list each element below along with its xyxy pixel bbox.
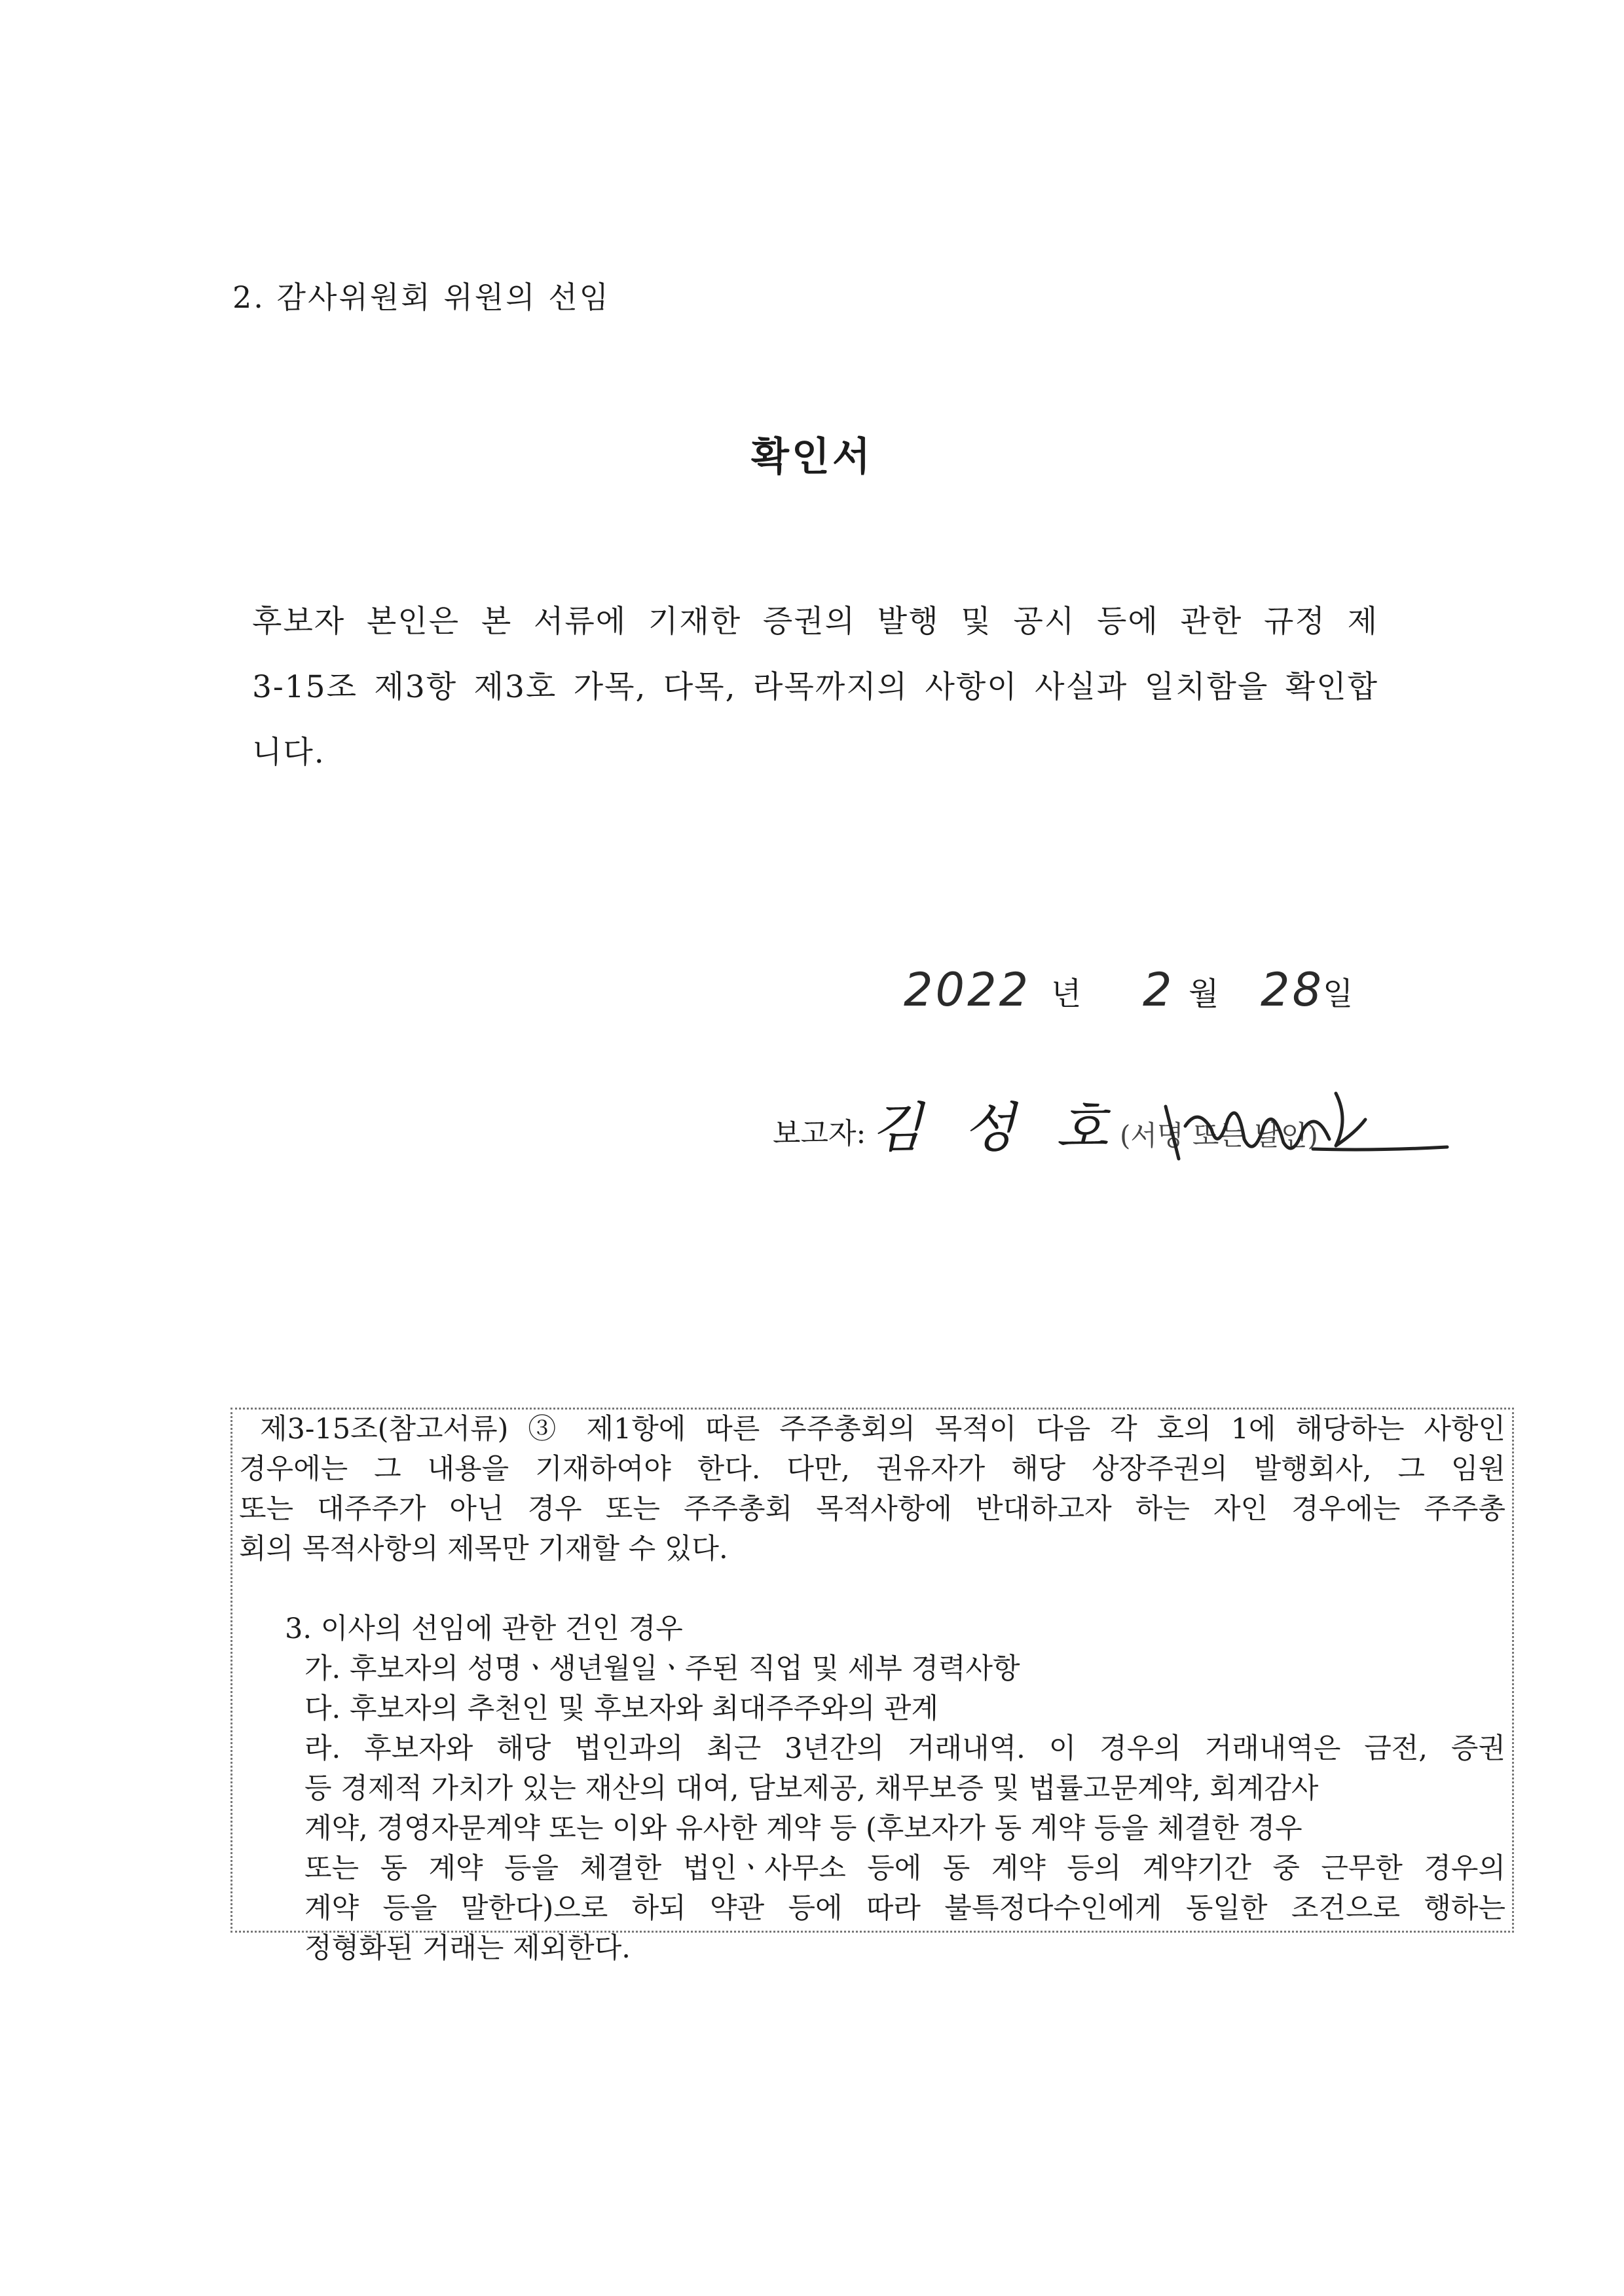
sub-item-ra-line: 계약 등을 말한다)으로 하되 약관 등에 따라 불특정다수인에게 동일한 조건으로 행하는 (304, 1892, 1505, 1925)
signature-scribble-icon (1139, 1080, 1506, 1172)
sub-item-ra-line: 정형화된 거래는 제외한다. (304, 1932, 631, 1965)
spacer (239, 1569, 1505, 1609)
date-year-handwritten: 2022 (904, 963, 1031, 1017)
signature-row (773, 1074, 1401, 1172)
date-day-handwritten: 28 (1261, 963, 1325, 1017)
date-day-unit: 일 (1323, 975, 1354, 1012)
reference-intro-line: 제3-15조(참고서류) ③ 제1항에 따른 주주총회의 목적이 다음 각 호의 1에 해당하는 사항인 (260, 1413, 1505, 1446)
sub-item: 가. 후보자의 성명ㆍ생년월일ㆍ주된 직업 및 세부 경력사항 (304, 1652, 1020, 1685)
date-month-unit: 월 (1189, 975, 1219, 1012)
reporter-label: 보고자: (773, 1117, 866, 1150)
section-heading: 2. 감사위원회 위원의 선임 (232, 280, 611, 315)
sub-item-ra-line: 등 경제적 가치가 있는 재산의 대여, 담보제공, 채무보증 및 법률고문계약, 회계감사 (304, 1772, 1319, 1805)
sub-item-ra-line: 또는 동 계약 등을 체결한 법인ㆍ사무소 등에 동 계약 등의 계약기간 중 근무한 경우의 (304, 1852, 1505, 1885)
date-row (904, 959, 1414, 1031)
statement-line: 후보자 본인은 본 서류에 기재한 증권의 발행 및 공시 등에 관한 규정 제 (252, 604, 1378, 640)
date-year-unit: 년 (1051, 975, 1082, 1012)
handwritten-name: 김 성 호 (871, 1097, 1120, 1159)
reference-intro-line: 경우에는 그 내용을 기재하여야 한다. 다만, 권유자가 해당 상장주권의 발행회사, 그 임원 (239, 1453, 1505, 1485)
sub-item-ra-line: 라. 후보자와 해당 법인과의 최근 3년간의 거래내역. 이 경우의 거래내역은 금전, 증권 (304, 1732, 1505, 1765)
reference-intro-line: 또는 대주주가 아닌 경우 또는 주주총회 목적사항에 반대하고자 하는 자인 경우에는 주주총 (239, 1493, 1505, 1525)
confirmation-statement (252, 589, 1378, 786)
document-title: 확인서 (751, 434, 873, 480)
sub-item: 다. 후보자의 추천인 및 후보자와 최대주주와의 관계 (304, 1692, 938, 1725)
date-month-handwritten: 2 (1143, 963, 1175, 1017)
statement-line: 니다. (252, 735, 325, 771)
seal-note: (서명 또는 날인) (1120, 1120, 1318, 1152)
item-heading: 3. 이사의 선임에 관한 건인 경우 (285, 1613, 683, 1645)
reference-regulation-box (231, 1408, 1514, 1965)
sub-item-ra-line: 계약, 경영자문계약 또는 이와 유사한 계약 등 (후보자가 동 계약 등을 체결한 경우 (304, 1812, 1302, 1845)
reference-intro-line: 회의 목적사항의 제목만 기재할 수 있다. (239, 1533, 728, 1565)
statement-line: 3-15조 제3항 제3호 가목, 다목, 라목까지의 사항이 사실과 일치함을 확인합 (252, 669, 1378, 705)
